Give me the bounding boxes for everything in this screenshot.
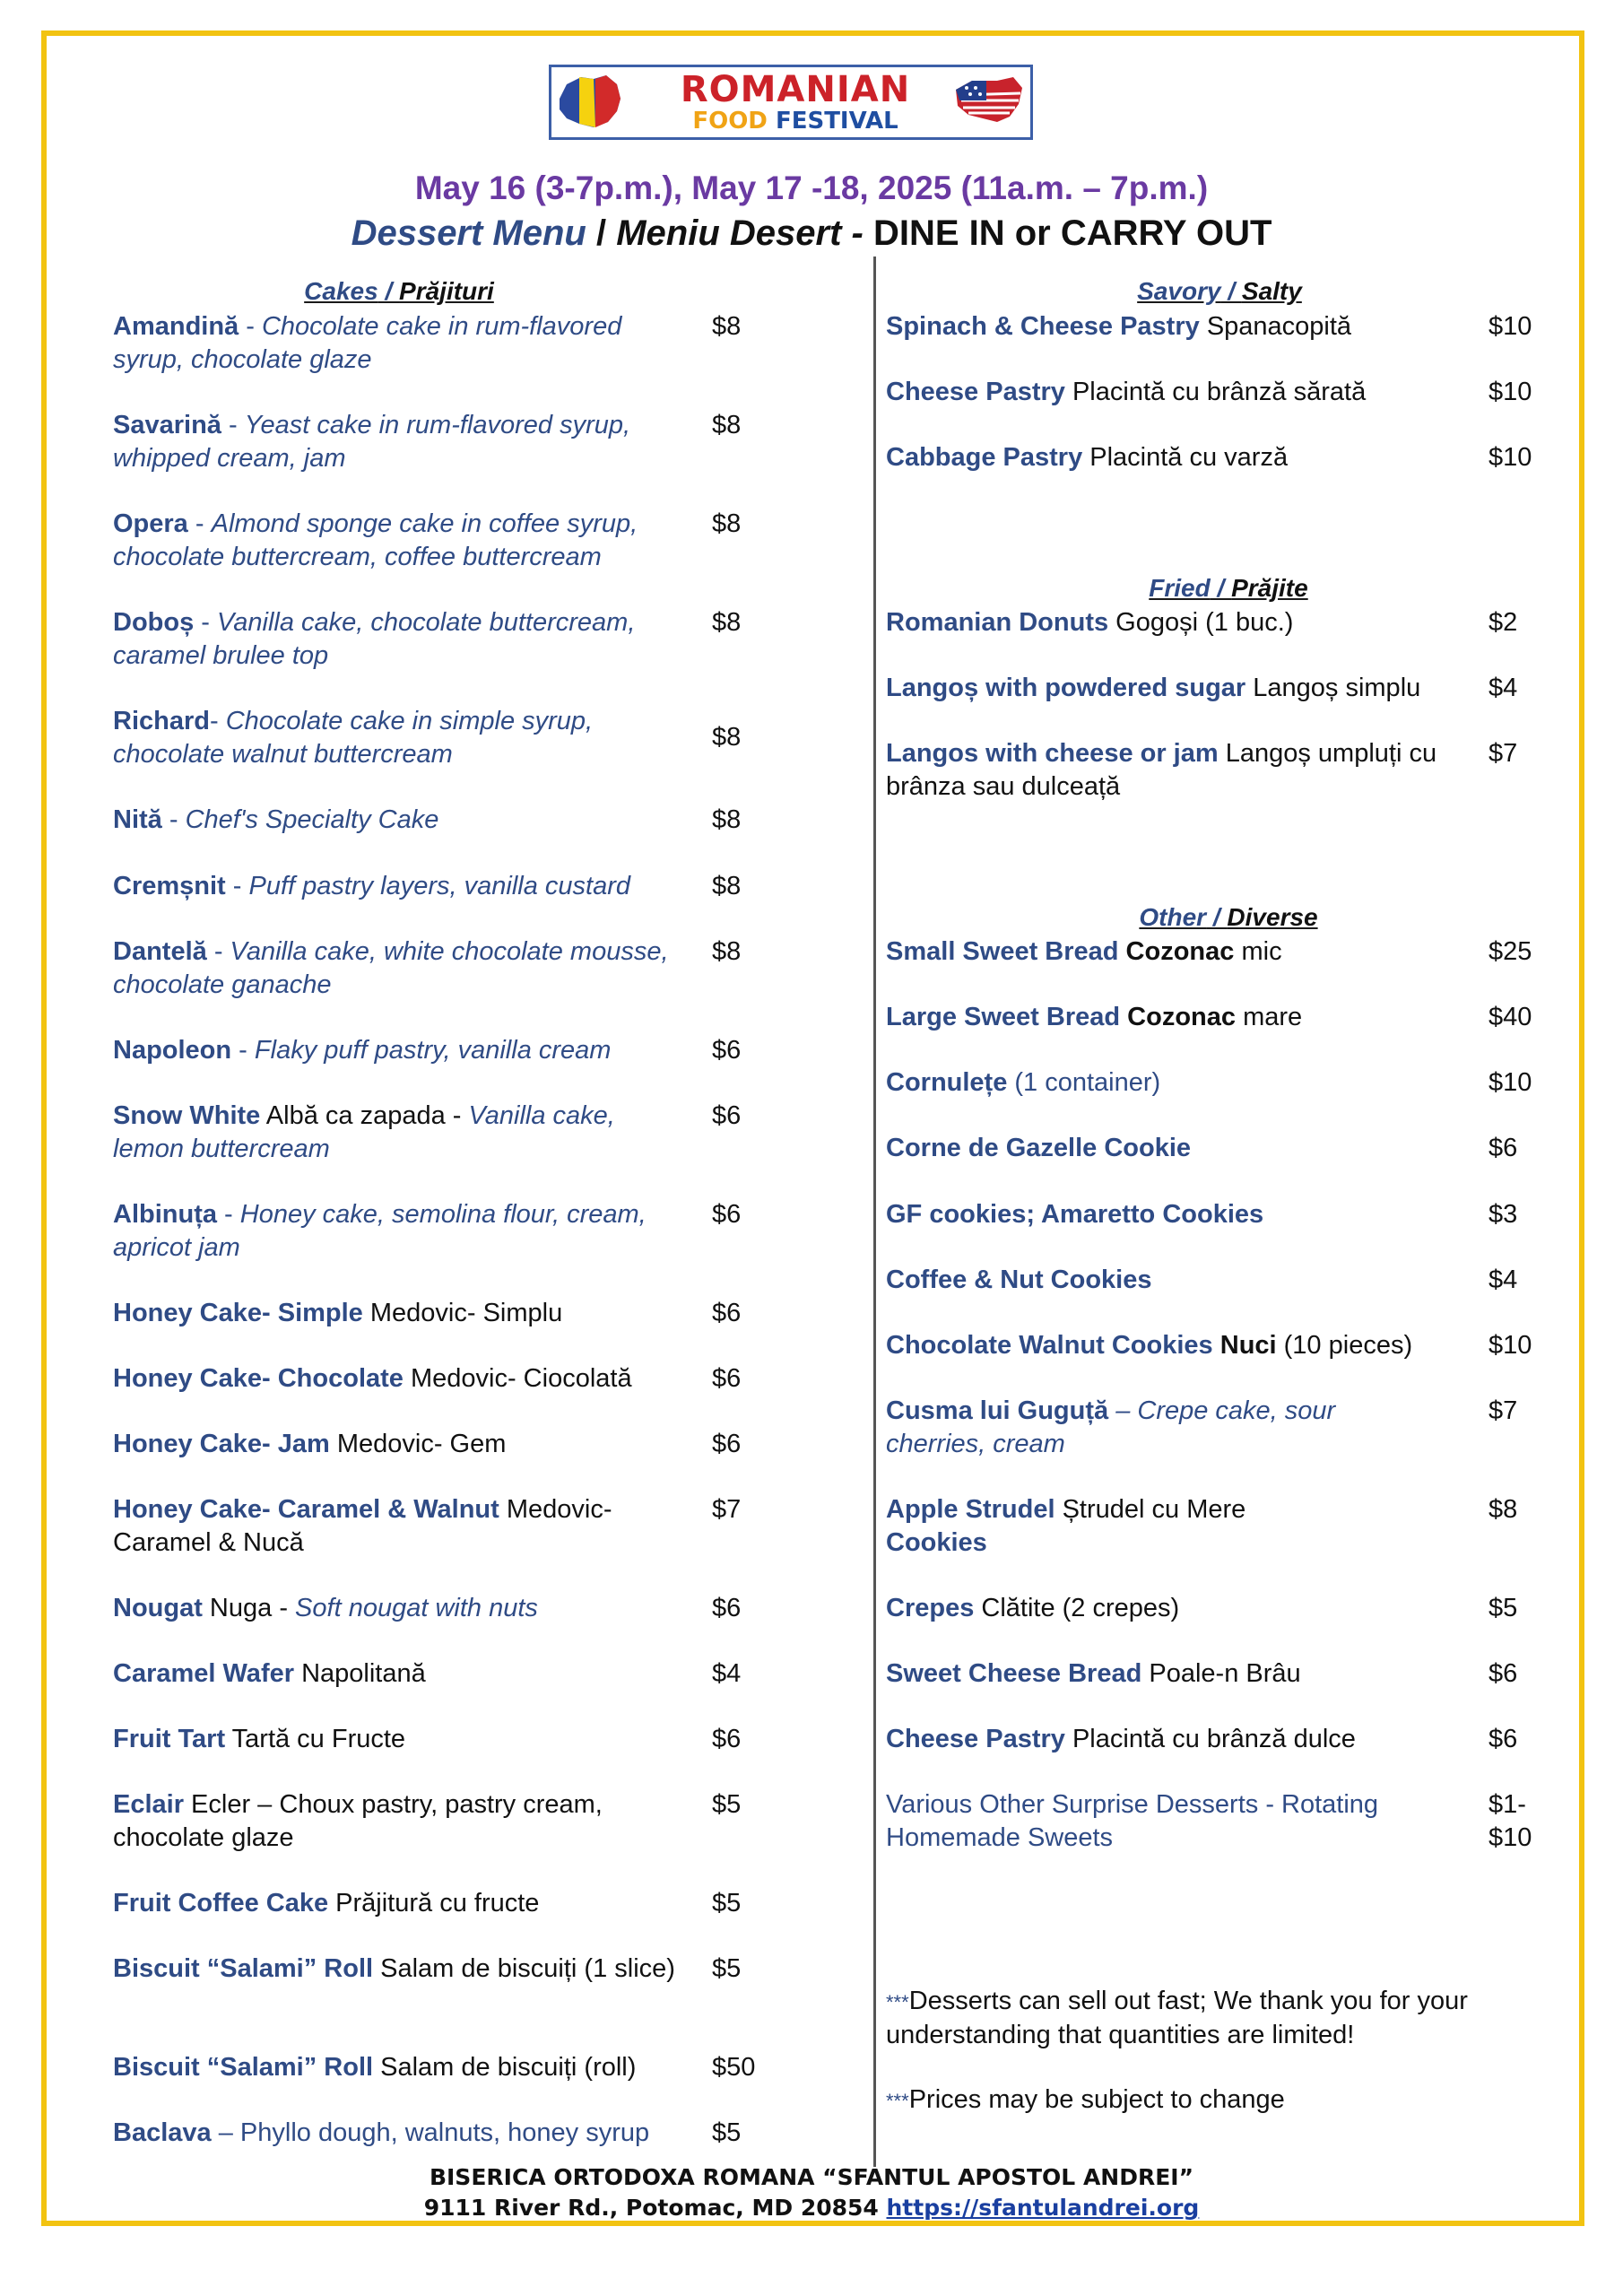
menu-item-savarina xyxy=(113,409,687,475)
item-name: Cabbage Pastry xyxy=(886,443,1083,472)
note-sell-out xyxy=(886,1985,1478,2052)
price: $6 xyxy=(712,1725,742,1753)
church-name: BISERICA ORTODOXA ROMANA “SFANTUL APOSTOL ANDREI” xyxy=(429,2164,1194,2190)
item-desc: Yeast cake in rum-flavored syrup, whipped cream, jam xyxy=(113,411,631,473)
note-prices xyxy=(886,2083,1478,2118)
menu-item-dobos xyxy=(113,606,687,673)
menu-item-dantela xyxy=(113,935,687,1002)
section-cakes xyxy=(112,276,686,307)
column-divider xyxy=(873,257,876,2167)
item-name: Nită xyxy=(113,805,162,834)
menu-item-amandina xyxy=(113,310,687,377)
menu-item-romanian-donuts xyxy=(886,606,1478,639)
note-text: Prices may be subject to change xyxy=(908,2085,1285,2114)
logo-food: FOOD xyxy=(692,108,768,135)
menu-item-honey-caramel xyxy=(113,1493,687,1560)
menu-item-richard xyxy=(113,705,687,771)
item-ro: Napolitană xyxy=(294,1659,426,1688)
item-sep: - xyxy=(206,937,230,966)
price: $7 xyxy=(1488,739,1518,768)
item-ro-bold: Cozonac xyxy=(1120,1003,1237,1031)
menu-item-baclava xyxy=(113,2117,723,2150)
item-desc: Honey cake, semolina flour, cream, apricot jam xyxy=(113,1200,647,1262)
item-name: Cusma lui Guguță xyxy=(886,1396,1109,1425)
price: $8 xyxy=(712,937,742,966)
menu-item-salami-slice xyxy=(113,1952,687,1986)
item-name: Savarină xyxy=(113,411,221,439)
price: $6 xyxy=(712,1200,742,1229)
section-savory-sep: / xyxy=(1220,277,1242,305)
price: $5 xyxy=(712,1889,742,1918)
item-name: Cremșnit xyxy=(113,872,226,900)
church-address xyxy=(0,2194,1623,2222)
item-name: Large Sweet Bread xyxy=(886,1003,1121,1031)
menu-item-salami-roll xyxy=(113,2051,705,2084)
menu-item-nougat xyxy=(113,1592,705,1625)
item-ro-bold: Cozonac xyxy=(1118,937,1235,966)
note-asterisk: *** xyxy=(886,2090,909,2112)
item-ro: Prăjitură cu fructe xyxy=(328,1889,540,1918)
price: $6 xyxy=(712,1036,742,1065)
item-desc: – Crepe cake, sour cherries, cream xyxy=(886,1396,1336,1458)
item-name: Nougat xyxy=(113,1594,203,1622)
price: $6 xyxy=(712,1101,742,1130)
item-ro: Salam de biscuiți (roll) xyxy=(373,2053,637,2082)
menu-item-apple-strudel xyxy=(886,1493,1460,1560)
item-name: Honey Cake- Chocolate xyxy=(113,1364,404,1393)
menu-item-cremsnit xyxy=(113,870,687,903)
item-desc: Chocolate cake in rum-flavored syrup, chocolate glaze xyxy=(113,312,622,374)
item-name: Cheese Pastry xyxy=(886,378,1065,406)
price: $4 xyxy=(1488,1265,1518,1294)
menu-item-honey-jam xyxy=(113,1428,705,1461)
item-name: Snow White xyxy=(113,1101,261,1130)
item-ro: Medovic- Ciocolată xyxy=(403,1364,632,1393)
price: $6 xyxy=(1488,1134,1518,1162)
item-ro: Poale-n Brâu xyxy=(1141,1659,1301,1688)
logo-festival: FESTIVAL xyxy=(775,108,898,135)
section-other xyxy=(1058,902,1399,933)
menu-title-en: Dessert Menu xyxy=(351,213,586,253)
item-ro: Medovic- Gem xyxy=(329,1430,507,1458)
item-name: Biscuit “Salami” Roll xyxy=(113,1954,374,1983)
price: $8 xyxy=(712,872,742,900)
menu-item-sweet-cheese-bread xyxy=(886,1657,1478,1691)
price: $4 xyxy=(712,1659,742,1688)
item-desc: Vanilla cake, lemon buttercream xyxy=(113,1101,615,1163)
menu-item-cusma-lui-guguta xyxy=(886,1395,1406,1461)
price: $5 xyxy=(712,1790,742,1819)
price: $6 xyxy=(1488,1725,1518,1753)
item-name: Dantelă xyxy=(113,937,207,966)
menu-item-honey-chocolate xyxy=(113,1362,705,1396)
item-name: Cheese Pastry xyxy=(886,1725,1065,1753)
item-sep: - xyxy=(161,805,186,834)
menu-item-coffee-nut-cookies xyxy=(886,1264,1478,1297)
item-name: Small Sweet Bread xyxy=(886,937,1119,966)
item-name: Honey Cake- Jam xyxy=(113,1430,330,1458)
price: $8 xyxy=(712,411,742,439)
price-min: $1- xyxy=(1488,1790,1526,1819)
price: $8 xyxy=(1488,1495,1518,1524)
menu-item-fruit-tart xyxy=(113,1723,705,1756)
item-desc: Chef's Specialty Cake xyxy=(185,805,439,834)
section-other-ro: Diverse xyxy=(1227,903,1318,931)
price: $10 xyxy=(1488,312,1532,341)
menu-item-honey-simple xyxy=(113,1297,705,1330)
menu-item-cornulete xyxy=(886,1066,1478,1100)
item-sep: - xyxy=(221,411,245,439)
price: $8 xyxy=(712,723,742,752)
price: $6 xyxy=(712,1430,742,1458)
item-desc: Almond sponge cake in coffee syrup, chocolate buttercream, coffee buttercream xyxy=(113,509,638,571)
menu-item-cheese-pastry-sweet xyxy=(886,1723,1478,1756)
item-sep: - xyxy=(231,1036,255,1065)
item-name: Spinach & Cheese Pastry xyxy=(886,312,1200,341)
item-name: Chocolate Walnut Cookies xyxy=(886,1331,1213,1360)
menu-title-ro: Meniu Desert xyxy=(616,213,842,253)
item-name: Napoleon xyxy=(113,1036,232,1065)
section-other-en: Other xyxy=(1139,903,1207,931)
price: $7 xyxy=(712,1495,742,1524)
price: $5 xyxy=(712,1954,742,1983)
item-desc: Puff pastry layers, vanilla custard xyxy=(248,872,630,900)
menu-item-various-desserts xyxy=(886,1788,1424,1855)
menu-item-crepes xyxy=(886,1592,1478,1625)
menu-item-corne-de-gazelle xyxy=(886,1132,1478,1165)
item-sep: - xyxy=(225,872,249,900)
menu-title-sep: / xyxy=(586,213,617,253)
section-savory-en: Savory xyxy=(1137,277,1221,305)
price: $5 xyxy=(1488,1594,1518,1622)
menu-item-caramel-wafer xyxy=(113,1657,705,1691)
price: $10 xyxy=(1488,443,1532,472)
note-text: Desserts can sell out fast; We thank you for your understanding that quantities are limited! xyxy=(886,1987,1468,2049)
item-desc: Various Other Surprise Desserts - Rotating Homemade Sweets xyxy=(886,1790,1379,1852)
item-ro: Clătite (2 crepes) xyxy=(974,1594,1180,1622)
section-cakes-en: Cakes xyxy=(304,277,378,305)
item-ro: Tartă cu Fructe xyxy=(225,1725,406,1753)
usa-flag-map-icon xyxy=(950,72,1026,131)
item-desc: Soft nougat with nuts xyxy=(295,1594,538,1622)
item-name: Corne de Gazelle Cookie xyxy=(886,1134,1192,1162)
section-savory xyxy=(1040,276,1399,307)
item-sep: - xyxy=(217,1200,240,1229)
event-dates: May 16 (3-7p.m.), May 17 -18, 2025 (11a.m. – 7p.m.) xyxy=(414,170,1209,206)
menu-item-spinach-pastry xyxy=(886,310,1478,344)
item-name: Fruit Tart xyxy=(113,1725,226,1753)
section-fried-sep: / xyxy=(1210,574,1232,602)
logo-title: ROMANIAN xyxy=(680,69,911,110)
price: $6 xyxy=(712,1364,742,1393)
price: $6 xyxy=(712,1299,742,1327)
price: $5 xyxy=(712,2118,742,2147)
item-sep: - xyxy=(187,509,212,538)
item-name: Honey Cake- Simple xyxy=(113,1299,363,1327)
section-cakes-sep: / xyxy=(378,277,400,305)
item-sep: - xyxy=(239,312,262,341)
price: $2 xyxy=(1488,608,1518,637)
item-name: Richard xyxy=(113,707,210,735)
item-name: Crepes xyxy=(886,1594,975,1622)
item-name: Amandină xyxy=(113,312,239,341)
price-range xyxy=(1488,1788,1532,1855)
item-ro: mic xyxy=(1234,937,1282,966)
item-ro: Medovic- Simplu xyxy=(362,1299,563,1327)
item-ro: Gogoși (1 buc.) xyxy=(1108,608,1294,637)
menu-item-fruit-coffee-cake xyxy=(113,1887,705,1920)
menu-item-gf-cookies xyxy=(886,1198,1478,1231)
price: $3 xyxy=(1488,1200,1518,1229)
item-sep: - xyxy=(209,707,226,735)
section-savory-ro: Salty xyxy=(1241,277,1302,305)
item-name: GF cookies; Amaretto Cookies xyxy=(886,1200,1264,1229)
item-ro: Langoș umpluți cu brânza sau dulceață xyxy=(886,739,1437,801)
item-ro: Ștrudel cu Mere xyxy=(1055,1495,1246,1524)
item-name: Eclair xyxy=(113,1790,184,1819)
menu-item-cheese-pastry-salty xyxy=(886,376,1478,409)
item-ro-bold: Nuci xyxy=(1212,1331,1277,1360)
item-name: Fruit Coffee Cake xyxy=(113,1889,329,1918)
price: $25 xyxy=(1488,937,1532,966)
menu-title xyxy=(0,212,1623,255)
item-ro: Placintă cu brânză dulce xyxy=(1064,1725,1356,1753)
item-detail: (1 container) xyxy=(1007,1068,1161,1097)
price: $8 xyxy=(712,509,742,538)
price: $10 xyxy=(1488,378,1532,406)
price: $7 xyxy=(1488,1396,1518,1425)
festival-logo xyxy=(549,65,1033,140)
price: $4 xyxy=(1488,674,1518,702)
item-name: Caramel Wafer xyxy=(113,1659,295,1688)
menu-item-cabbage-pastry xyxy=(886,441,1478,474)
service-type: DINE IN or CARRY OUT xyxy=(872,213,1272,253)
price: $10 xyxy=(1488,1331,1532,1360)
section-other-sep: / xyxy=(1206,903,1228,931)
item-desc: Flaky puff pastry, vanilla cream xyxy=(254,1036,612,1065)
menu-item-large-sweet-bread xyxy=(886,1001,1478,1034)
item-ro: Langoș simplu xyxy=(1245,674,1421,702)
item-name: Apple Strudel xyxy=(886,1495,1055,1524)
item-ro: Nuga - xyxy=(202,1594,296,1622)
menu-item-opera xyxy=(113,508,687,574)
section-fried xyxy=(1058,573,1399,604)
menu-item-langos-sugar xyxy=(886,672,1478,705)
website-link[interactable]: https://sfantulandrei.org xyxy=(886,2195,1200,2221)
price: $10 xyxy=(1488,1068,1532,1097)
section-fried-en: Fried xyxy=(1149,574,1211,602)
item-name: Sweet Cheese Bread xyxy=(886,1659,1142,1688)
romania-map-icon xyxy=(554,72,624,131)
item-ro: Ecler – Choux pastry, pastry cream, chocolate glaze xyxy=(113,1790,603,1852)
price: $40 xyxy=(1488,1003,1532,1031)
note-asterisk: *** xyxy=(886,1991,909,2013)
item-name: Opera xyxy=(113,509,188,538)
item-name: Romanian Donuts xyxy=(886,608,1109,637)
item-ro: (10 pieces) xyxy=(1276,1331,1413,1360)
price: $50 xyxy=(712,2053,756,2082)
item-desc: Vanilla cake, chocolate buttercream, caramel brulee top xyxy=(113,608,636,670)
item-desc: Vanilla cake, white chocolate mousse, chocolate ganache xyxy=(113,937,669,999)
menu-item-langos-filled xyxy=(886,737,1460,804)
item-name: Albinuța xyxy=(113,1200,217,1229)
item-desc: – Phyllo dough, walnuts, honey syrup xyxy=(211,2118,650,2147)
item-name: Cornulețe xyxy=(886,1068,1008,1097)
item-name: Baclava xyxy=(113,2118,212,2147)
item-name: Biscuit “Salami” Roll xyxy=(113,2053,374,2082)
menu-title-dash: - xyxy=(841,213,873,253)
item-ro: Spanacopită xyxy=(1199,312,1352,341)
item-ro: Placintă cu brânză sărată xyxy=(1064,378,1367,406)
section-fried-ro: Prăjite xyxy=(1231,574,1308,602)
logo-subtitle xyxy=(656,108,934,135)
section-cakes-ro: Prăjituri xyxy=(399,277,494,305)
item-name: Langoș with powdered sugar xyxy=(886,674,1246,702)
item-sep: - xyxy=(194,608,217,637)
menu-item-albinuta xyxy=(113,1198,687,1265)
address-text: 9111 River Rd., Potomac, MD 20854 xyxy=(423,2195,887,2221)
price: $8 xyxy=(712,805,742,834)
item-name-cont: Cookies xyxy=(886,1528,987,1557)
menu-item-snow-white xyxy=(113,1100,687,1166)
item-desc: Chocolate cake in simple syrup, chocolate walnut buttercream xyxy=(113,707,594,769)
price: $8 xyxy=(712,312,742,341)
item-ro: Albă ca zapada - xyxy=(260,1101,469,1130)
price: $6 xyxy=(712,1594,742,1622)
item-ro: Medovic- Caramel & Nucă xyxy=(113,1495,612,1557)
price: $8 xyxy=(712,608,742,637)
menu-item-eclair xyxy=(113,1788,687,1855)
item-ro: Salam de biscuiți (1 slice) xyxy=(373,1954,675,1983)
item-ro: Placintă cu varză xyxy=(1082,443,1289,472)
item-ro: mare xyxy=(1236,1003,1303,1031)
item-name: Langos with cheese or jam xyxy=(886,739,1219,768)
item-name: Coffee & Nut Cookies xyxy=(886,1265,1152,1294)
menu-item-chocolate-walnut-cookies xyxy=(886,1329,1487,1362)
menu-item-napoleon xyxy=(113,1034,687,1067)
menu-item-small-sweet-bread xyxy=(886,935,1478,969)
menu-item-nita xyxy=(113,804,687,837)
item-name: Honey Cake- Caramel & Walnut xyxy=(113,1495,499,1524)
item-name: Doboș xyxy=(113,608,195,637)
price: $6 xyxy=(1488,1659,1518,1688)
price-max: $10 xyxy=(1488,1823,1532,1852)
